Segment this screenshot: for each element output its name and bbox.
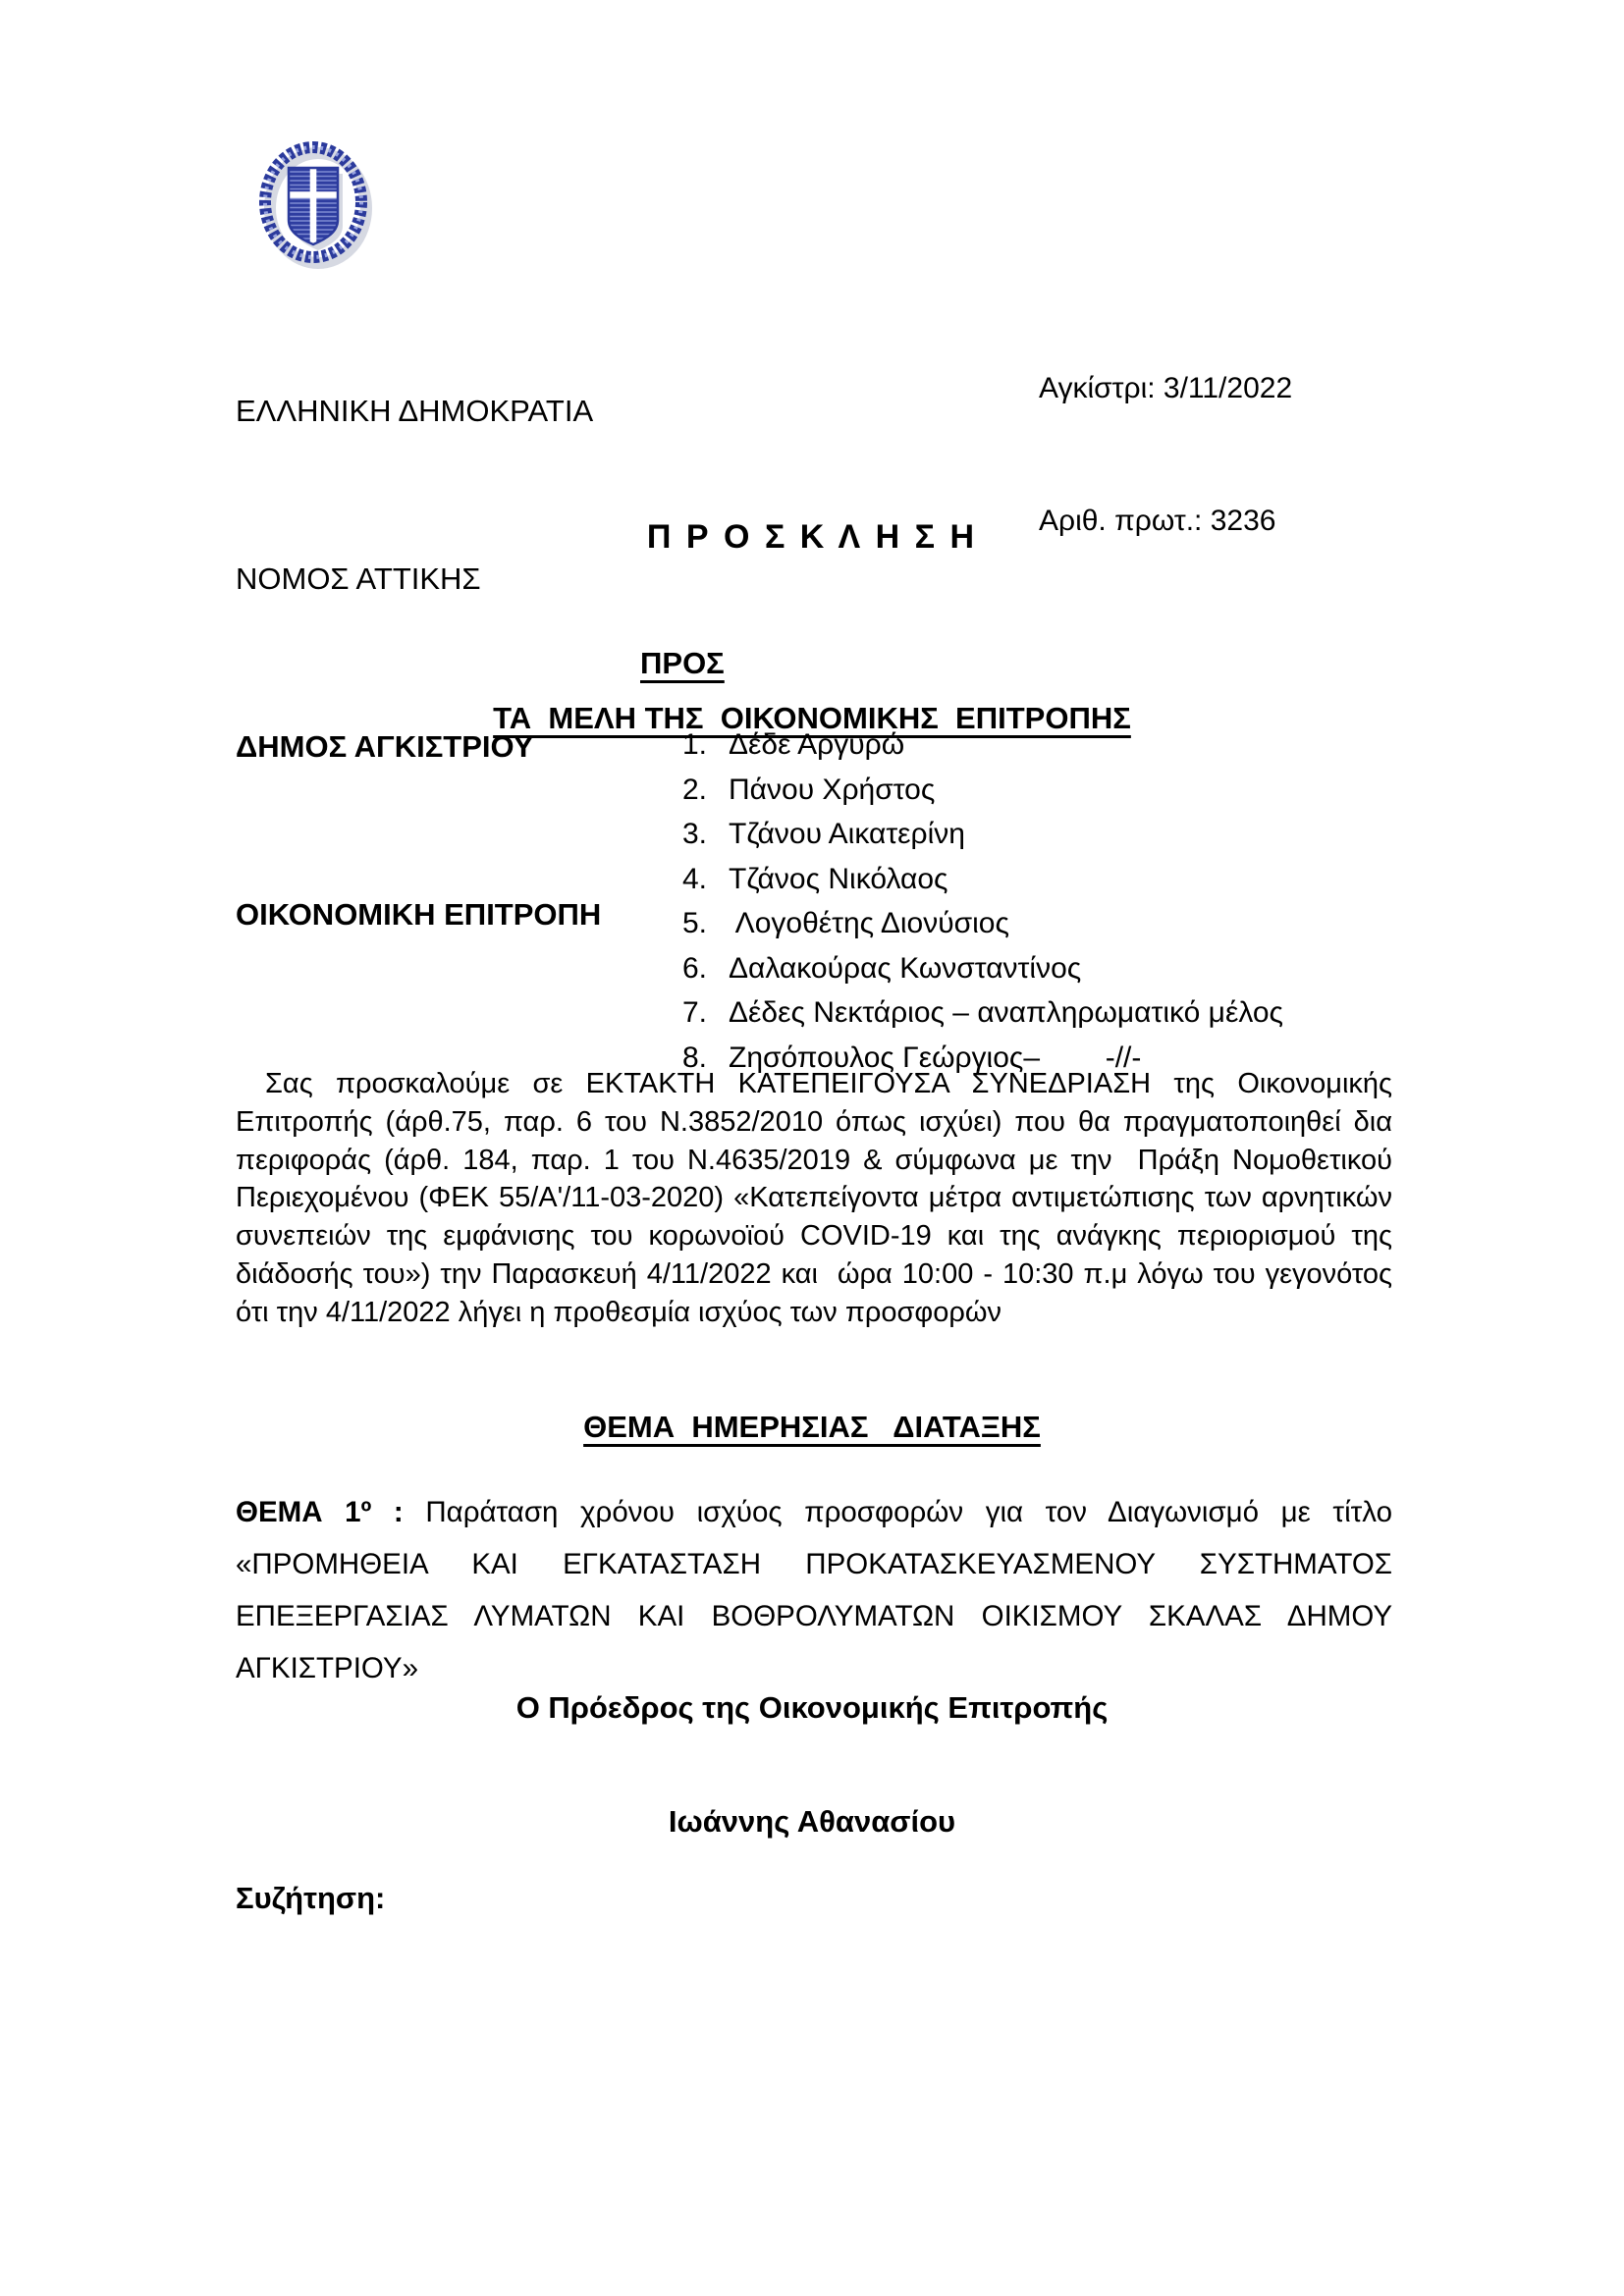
member-number: 1. [682, 728, 708, 761]
member-name: Πάνου Χρήστος [729, 773, 936, 806]
member-name: Ζησόπουλος Γεώργιος– -//- [729, 1041, 1142, 1074]
protocol-number: Αριθ. πρωτ.: 3236 [1039, 505, 1276, 537]
member-number: 3. [682, 818, 708, 850]
header-protocol-block [1039, 278, 1292, 631]
member-name: Δαλακούρας Κωνσταντίνος [729, 951, 1082, 985]
member-number: 7. [682, 996, 708, 1029]
member-list-item [682, 857, 1283, 902]
discussion-label: Συζήτηση: [236, 1881, 386, 1915]
member-number: 4. [682, 862, 708, 895]
invitation-paragraph: Σας προσκαλούμε σε ΕΚΤΑΚΤΗ ΚΑΤΕΠΕΙΓΟΥΣΑ ΣΥΝΕΔΡΙΑΣΗ της Οικονομικής Επιτροπής (άρθ.75, παρ. 6 του Ν.3852/2010 όπως ισχύει) που θα πραγματοποιηθεί δια περιφοράς (άρθ. 184, παρ. 1 του Ν.4635/2019 & σύμφωνα με την Πράξη Νομοθετικού Περιεχομένου (ΦΕΚ 55/Α'/11-03-2020) «Κατεπείγοντα μέτρα αντιμετώπισης των αρνητικών συνεπειών της εμφάνισης του κορωνοϊού COVID-19 και της ανάγκης περιορισμού της διάδοσής του») την Παρασκευή 4/11/2022 και ώρα 10:00 - 10:30 π.μ λόγω του γεγονότος ότι την 4/11/2022 λήγει η προθεσμία ισχύος των προσφορών [236, 1068, 1401, 1328]
header-line-republic: ΕΛΛΗΝΙΚΗ ΔΗΜΟΚΡΑΤΙΑ [236, 394, 594, 428]
member-number: 2. [682, 773, 708, 806]
header-line-committee: ΟΙΚΟΝΟΜΙΚΗ ΕΠΙΤΡΟΠΗ [236, 897, 602, 932]
member-list-item [682, 812, 1283, 857]
member-number: 8. [682, 1041, 708, 1074]
to-label: ΠΡΟΣ [640, 646, 725, 680]
member-list-item [682, 722, 1283, 768]
member-list-item [682, 946, 1283, 991]
header-line-prefecture: ΝΟΜΟΣ ΑΤΤΙΚΗΣ [236, 561, 481, 596]
agenda-heading: ΘΕΜΑ ΗΜΕΡΗΣΙΑΣ ΔΙΑΤΑΞΗΣ [583, 1410, 1041, 1444]
signature-name: Ιωάννης Αθανασίου [668, 1804, 956, 1839]
place-date: Αγκίστρι: 3/11/2022 [1039, 372, 1293, 404]
member-list-item [682, 768, 1283, 813]
header-line-municipality: ΔΗΜΟΣ ΑΓΚΙΣΤΡΙΟΥ [236, 729, 534, 764]
member-number: 6. [682, 951, 708, 985]
document-title: Π Ρ Ο Σ Κ Λ Η Σ Η [646, 518, 978, 556]
topic-label: ΘΕΜΑ 1º : [236, 1496, 404, 1528]
member-name: Τζάνου Αικατερίνη [729, 818, 965, 850]
member-number: 5. [682, 907, 708, 939]
signature-role: Ο Πρόεδρος της Οικονομικής Επιτροπής [515, 1690, 1109, 1725]
greek-republic-emblem-icon [251, 141, 381, 275]
members-list [682, 722, 1283, 1080]
agenda-topic-paragraph [236, 1486, 1401, 1694]
member-name: Λογοθέτης Διονύσιος [729, 907, 1009, 939]
member-name: Δέδες Νεκτάριος – αναπληρωματικό μέλος [729, 996, 1284, 1029]
member-list-item [682, 990, 1283, 1036]
member-name: Δέδε Αργυρώ [729, 728, 905, 761]
member-list-item [682, 901, 1283, 946]
member-name: Τζάνος Νικόλαος [729, 862, 948, 895]
header-authority-block [236, 271, 601, 1054]
to-recipients: ΤΑ ΜΕΛΗ ΤΗΣ ΟΙΚΟΝΟΜΙΚΗΣ ΕΠΙΤΡΟΠΗΣ [493, 701, 1131, 735]
topic-text: Παράταση χρόνου ισχύος προσφορών για τον Διαγωνισμό με τίτλο «ΠΡΟΜΗΘΕΙΑ ΚΑΙ ΕΓΚΑΤΑΣΤΑΣΗ ΠΡΟΚΑΤΑΣΚΕΥΑΣΜΕΝΟΥ ΣΥΣΤΗΜΑΤΟΣ ΕΠΕΞΕΡΓΑΣΙΑΣ ΛΥΜΑΤΩΝ ΚΑΙ ΒΟΘΡΟΛΥΜΑΤΩΝ ΟΙΚΙΣΜΟΥ ΣΚΑΛΑΣ ΔΗΜΟΥ ΑΓΚΙΣΤΡΙΟΥ» [236, 1496, 1401, 1684]
